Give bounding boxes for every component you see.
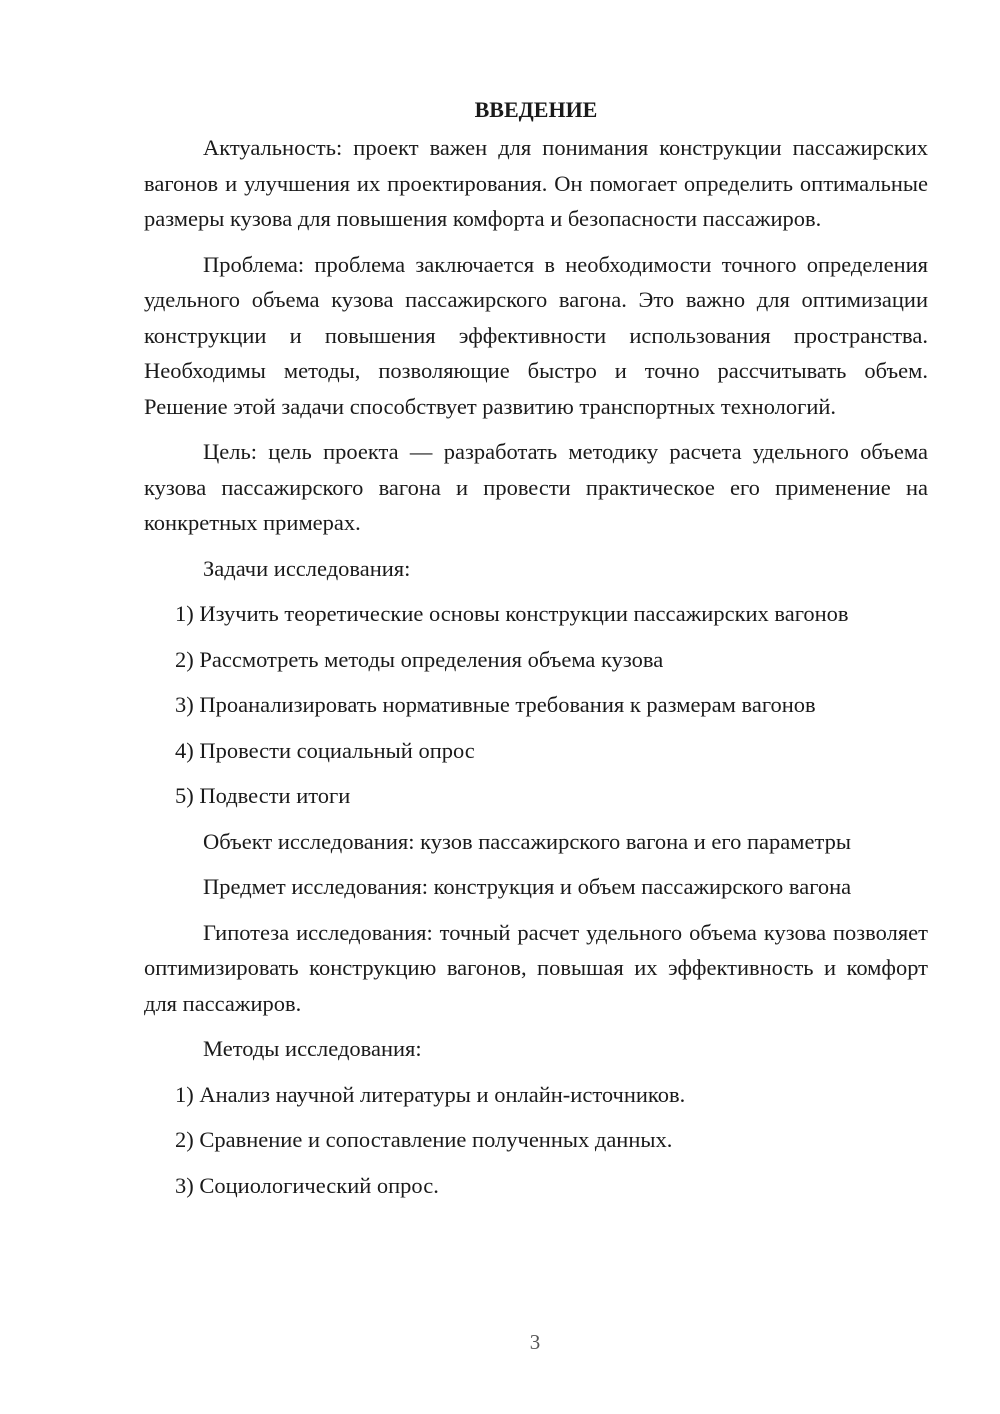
tasks-label: Задачи исследования:: [203, 555, 411, 581]
subject-line: Предмет исследования: конструкция и объем пассажирского вагона: [203, 874, 852, 899]
goal-paragraph: Цель: цель проекта — разработать методику расчета удельного объема кузова пассажирского вагона и провести практическое его применение на конкретных примерах.: [144, 439, 928, 535]
task-item: 1) Изучить теоретические основы конструкции пассажирских вагонов: [175, 601, 849, 626]
methods-label: Методы исследования:: [203, 1036, 422, 1061]
task-item: 5) Подвести итоги: [175, 783, 351, 808]
method-item: 1) Анализ научной литературы и онлайн-источников.: [175, 1081, 686, 1107]
object-line: Объект исследования: кузов пассажирского вагона и его параметры: [203, 828, 851, 854]
heading: ВВЕДЕНИЕ: [474, 97, 598, 122]
hypothesis-paragraph: Гипотеза исследования: точный расчет удельного объема кузова позволяет оптимизировать конструкцию вагонов, повышая их эффективность и комфорт для пассажиров.: [144, 919, 928, 1016]
task-item: 4) Провести социальный опрос: [175, 737, 475, 763]
problem-paragraph: Проблема: проблема заключается в необходимости точного определения удельного объема кузова пассажирского вагона. Это важно для оптимизации конструкции и повышения эффективности использования пространства. Необходимы методы, позволяющие быстро и точно рассчитывать объем. Решение этой задачи способствует развитию транспортных технологий.: [144, 251, 928, 419]
method-item: 3) Социологический опрос.: [175, 1172, 439, 1198]
relevance-paragraph: Актуальность: проект важен для понимания конструкции пассажирских вагонов и улучшения их проектирования. Он помогает определить оптимальные размеры кузова для повышения комфорта и безопасности пассажиров.: [144, 135, 928, 231]
page-number: 3: [529, 1330, 541, 1354]
method-item: 2) Сравнение и сопоставление полученных данных.: [175, 1127, 673, 1152]
task-item: 2) Рассмотреть методы определения объема кузова: [175, 646, 664, 672]
task-item: 3) Проанализировать нормативные требования к размерам вагонов: [175, 692, 816, 717]
document-page: [144, 92, 928, 1213]
